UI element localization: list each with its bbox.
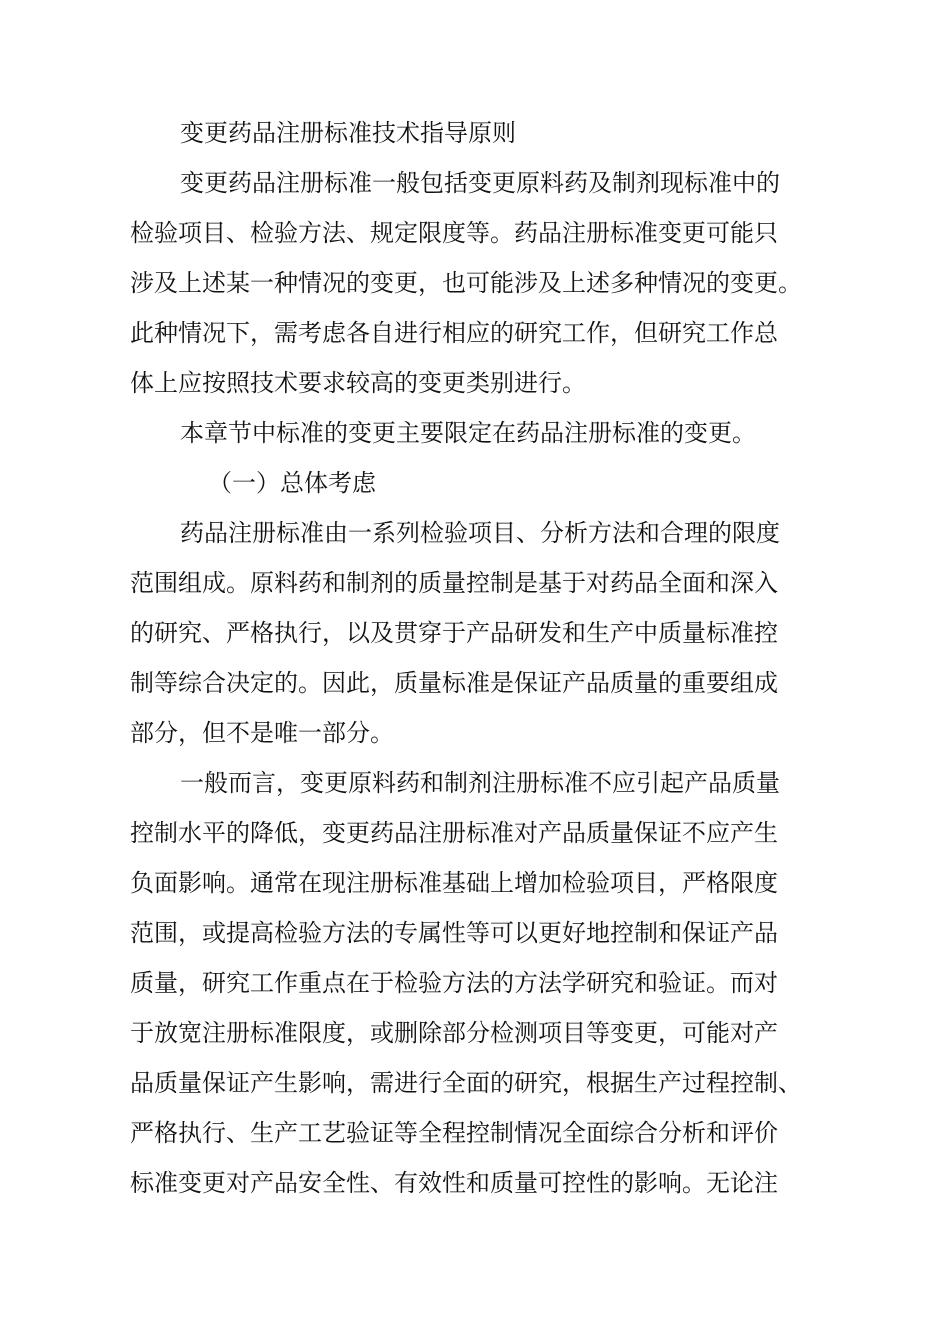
paragraph-line: 质量，研究工作重点在于检验方法的方法学研究和验证。而对 [130,969,778,997]
paragraph-line: 体上应按照技术要求较高的变更类别进行。 [130,369,586,397]
paragraph-line: 范围组成。原料药和制剂的质量控制是基于对药品全面和深入 [130,569,778,597]
title-text: 变更药品注册标准技术指导原则 [180,119,516,147]
paragraph-line: 部分，但不是唯一部分。 [130,719,394,747]
paragraph-line: 控制水平的降低，变更药品注册标准对产品质量保证不应产生 [130,819,778,847]
paragraph-line: 负面影响。通常在现注册标准基础上增加检验项目，严格限度 [130,869,778,897]
paragraph-line: 标准变更对产品安全性、有效性和质量可控性的影响。无论注 [130,1169,778,1197]
paragraph-line: 此种情况下，需考虑各自进行相应的研究工作，但研究工作总 [130,319,778,347]
paragraph-line: 于放宽注册标准限度，或删除部分检测项目等变更，可能对产 [130,1019,778,1047]
paragraph-line: 本章节中标准的变更主要限定在药品注册标准的变更。 [180,419,756,447]
paragraph-line: 药品注册标准由一系列检验项目、分析方法和合理的限度 [180,519,780,547]
paragraph-intro [130,158,830,408]
section-heading-text: （一）总体考虑 [208,469,376,497]
paragraph-line: 品质量保证产生影响，需进行全面的研究，根据生产过程控制、 [130,1069,802,1097]
paragraph-line: 范围，或提高检验方法的专属性等可以更好地控制和保证产品 [130,919,778,947]
paragraph-line: 严格执行、生产工艺验证等全程控制情况全面综合分析和评价 [130,1119,778,1147]
paragraph-overall-1 [130,508,830,758]
section-heading [130,458,830,508]
paragraph-line: 变更药品注册标准一般包括变更原料药及制剂现标准中的 [180,169,780,197]
paragraph-line: 检验项目、检验方法、规定限度等。药品注册标准变更可能只 [130,219,778,247]
document-title [180,108,830,158]
paragraph-line: 涉及上述某一种情况的变更，也可能涉及上述多种情况的变更。 [130,269,802,297]
paragraph-line: 的研究、严格执行，以及贯穿于产品研发和生产中质量标准控 [130,619,778,647]
paragraph-overall-2 [130,758,830,1208]
paragraph-line: 一般而言，变更原料药和制剂注册标准不应引起产品质量 [180,769,780,797]
paragraph-line: 制等综合决定的。因此，质量标准是保证产品质量的重要组成 [130,669,778,697]
paragraph-scope [130,408,830,458]
